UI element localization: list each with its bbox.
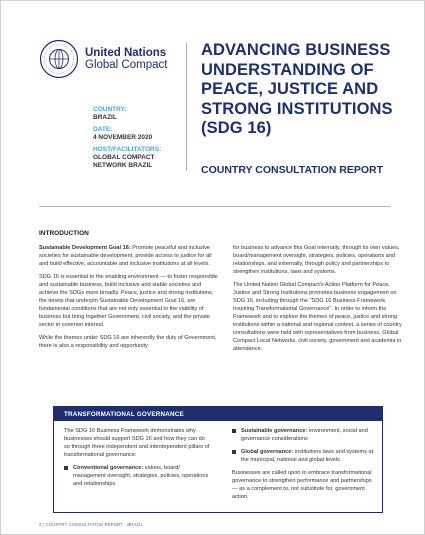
tg-bullet-text: values, board/ management oversight, strategies, policies, operations and relationships: [73, 465, 209, 487]
report-subtitle: COUNTRY CONSULTATION REPORT: [201, 164, 383, 176]
transformational-governance-box: [53, 406, 383, 513]
tg-bullet-lead: Conventional governance:: [73, 465, 144, 471]
tg-bullet-text: environment, social and governance considerations: [241, 428, 368, 442]
intro-column-left: [39, 244, 219, 355]
globe-emblem-icon: [39, 39, 79, 79]
brand-name-line2: Global Compact: [85, 59, 168, 72]
country-label: COUNTRY:: [93, 106, 127, 113]
intro-column-right: [233, 244, 403, 358]
bullet-icon: [64, 466, 68, 470]
meta-block: [93, 106, 183, 174]
introduction-heading: INTRODUCTION: [39, 230, 89, 237]
tg-closing: Businesses are called upon to embrace transformational governance to strengthen performance and partnerships — as a complement to, not substitute for, government action.: [232, 470, 372, 500]
tg-bullet-lead: Sustainable governance:: [241, 428, 308, 434]
intro-paragraph: The United Nation Global Compact's Action Platform for Peace, Justice and Strong Institutions promotes business engagement on SDG 16, including through the "SDG 16 Business Framework Inspiring Transformational Governance". In order to inform the Framework and to explore the themes of peace, justice and strong institutions within a national and regional context, a series of country consultations were held with representatives from business, Global Compact Local Networks, civil society, government and academia in attendance.: [233, 282, 402, 352]
host-label: HOST/FACILITATORS:: [93, 146, 162, 153]
tg-column-right: [232, 427, 378, 506]
tg-bullet-conventional: [64, 464, 212, 488]
report-title: ADVANCING BUSINESS UNDERSTANDING OF PEACE, JUSTICE AND STRONG INSTITUTIONS (SDG 16): [201, 41, 393, 137]
tg-bullet-text: institutions laws and systems at the municipal, national and global levels: [241, 449, 374, 463]
intro-paragraph: While the themes under SDG 16 are inherently the duty of Government, there is also a responsibility and opportunity: [39, 335, 217, 349]
sdg16-lead: Sustainable Development Goal 16:: [39, 245, 131, 251]
sdg16-definition: Promote peaceful and inclusive societies for sustainable development, provide access to justice for all and build effective, accountable and inclusive institutions at all levels.: [39, 245, 212, 267]
intro-paragraph: [39, 244, 219, 268]
date-value: 4 NOVEMBER 2020: [93, 134, 153, 141]
brand-name-line1: United Nations: [85, 47, 167, 59]
un-global-compact-logo: [39, 39, 189, 89]
host-value: GLOBAL COMPACT NETWORK BRAZIL: [93, 154, 155, 169]
bullet-icon: [232, 450, 236, 454]
page-footer: 2 | COUNTRY CONSULTATION REPORT · BRAZIL: [39, 522, 144, 527]
header-divider: [186, 43, 187, 171]
country-value: BRAZIL: [93, 114, 117, 121]
bullet-icon: [232, 429, 236, 433]
tg-intro: The SDG 16 Business Framework demonstrates why businesses should support SDG 16 and how they can do so through three independent and interdependent pillars of transformational governance:: [64, 428, 210, 458]
tg-bullet-global: [232, 448, 378, 464]
date-label: DATE:: [93, 126, 113, 133]
tg-column-left: [64, 427, 212, 493]
intro-paragraph: SDG 16 is essential to the enabling environment — to foster responsible and sustainable business, build inclusive and stable societies and achieve the SDGs more broadly. Peace, justice and strong institutions, the tenets that underpin Sustainable Development Goal 16, are fundamental conditions that are not only essential to the viability of business but bring together Government, civil society, and the private sector in common interest.: [39, 274, 218, 328]
tg-bullet-lead: Global governance:: [241, 449, 294, 455]
section-divider: [39, 206, 391, 207]
tg-bullet-sustainable: [232, 427, 378, 443]
transformational-governance-heading: TRANSFORMATIONAL GOVERNANCE: [54, 407, 382, 421]
intro-paragraph: for business to advance this Goal internally, through its own values, board/management oversight, strategies, policies, operations and relationships, and externally, through policy and partnerships to strengthen institutions, laws and systems.: [233, 245, 400, 275]
